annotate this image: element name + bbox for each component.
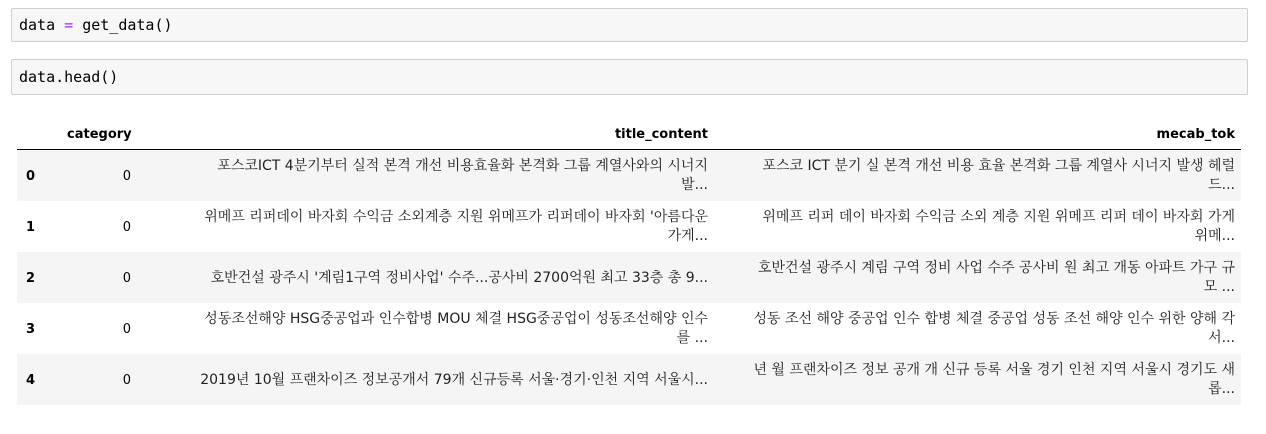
dataframe-output — [17, 117, 1241, 405]
column-header-title-content: title_content — [137, 117, 714, 150]
table-row — [17, 303, 1241, 354]
cell-line: 위메프 리퍼 데이 바자회 수익금 소외 계층 지원 위메프 리퍼 데이 바자회 가게 — [762, 209, 1235, 225]
cell-line: 발... — [681, 177, 708, 193]
category-cell: 0 — [122, 270, 131, 286]
title-content-cell — [137, 201, 714, 252]
code-cell-head[interactable] — [11, 59, 1248, 95]
cell-line: 년 월 프랜차이즈 정보 공개 개 신규 등록 서울 경기 인천 지역 서울시 경기도 새 — [753, 362, 1235, 378]
row-index: 0 — [26, 168, 36, 184]
cell-line: 2019년 10월 프랜차이즈 정보공개서 79개 신규등록 서울·경기·인천 지역 서울시... — [200, 371, 708, 388]
header-row — [17, 117, 1241, 150]
code-text-lhs: data — [19, 16, 65, 34]
cell-line: 드... — [1208, 177, 1235, 193]
cell-line: 롭... — [1208, 381, 1235, 397]
table-row — [17, 252, 1241, 303]
mecab-tok-cell — [714, 354, 1241, 405]
cell-line: 를 ... — [676, 330, 708, 346]
table-row — [17, 201, 1241, 252]
cell-line: 성동 조선 해양 중공업 인수 합병 체결 중공업 성동 조선 해양 인수 위한 양해 각 — [753, 311, 1235, 327]
category-cell: 0 — [122, 219, 131, 235]
cell-line: 모 ... — [1203, 279, 1235, 295]
row-index: 2 — [26, 270, 36, 286]
cell-line: 포스코ICT 4분기부터 실적 본격 개선 비용효율화 본격화 그룹 계열사와의 시너지 — [217, 158, 708, 174]
category-cell: 0 — [122, 372, 131, 388]
code-operator: = — [64, 16, 74, 34]
mecab-tok-cell — [714, 201, 1241, 252]
title-content-cell — [137, 354, 714, 405]
cell-line: 호반건설 광주시 계림 구역 정비 사업 수주 공사비 원 최고 개동 아파트 가구 규 — [757, 260, 1235, 276]
cell-line: 성동조선해양 HSG중공업과 인수합병 MOU 체결 HSG중공업이 성동조선해양 인수 — [204, 311, 708, 327]
title-content-cell — [137, 252, 714, 303]
code-cell-get-data[interactable] — [11, 8, 1248, 42]
row-index: 4 — [26, 372, 36, 388]
table-row — [17, 150, 1241, 202]
cell-line: 서... — [1208, 330, 1235, 346]
column-header-mecab-tok: mecab_tok — [714, 117, 1241, 150]
column-header-category: category — [61, 117, 137, 150]
code-text-rhs: get_data() — [73, 16, 173, 34]
index-header — [17, 117, 61, 150]
code-text: data.head() — [19, 68, 119, 86]
mecab-tok-cell — [714, 252, 1241, 303]
row-index: 3 — [26, 321, 36, 337]
row-index: 1 — [26, 219, 36, 235]
cell-line: 위메프 리퍼데이 바자회 수익금 소외계층 지원 위메프가 리퍼데이 바자회 '아름다운 — [204, 209, 708, 225]
cell-line: 호반건설 광주시 '계림1구역 정비사업' 수주...공사비 2700억원 최고 33층 총 9... — [210, 269, 708, 286]
cell-line: 포스코 ICT 분기 실 본격 개선 비용 효율 본격화 그룹 계열사 시너지 발생 헤럴 — [762, 158, 1235, 174]
mecab-tok-cell — [714, 150, 1241, 202]
cell-line: 위메... — [1194, 228, 1235, 244]
title-content-cell — [137, 303, 714, 354]
category-cell: 0 — [122, 168, 131, 184]
category-cell: 0 — [122, 321, 131, 337]
table-row — [17, 354, 1241, 405]
mecab-tok-cell — [714, 303, 1241, 354]
title-content-cell — [137, 150, 714, 202]
cell-line: 가게... — [667, 228, 708, 244]
